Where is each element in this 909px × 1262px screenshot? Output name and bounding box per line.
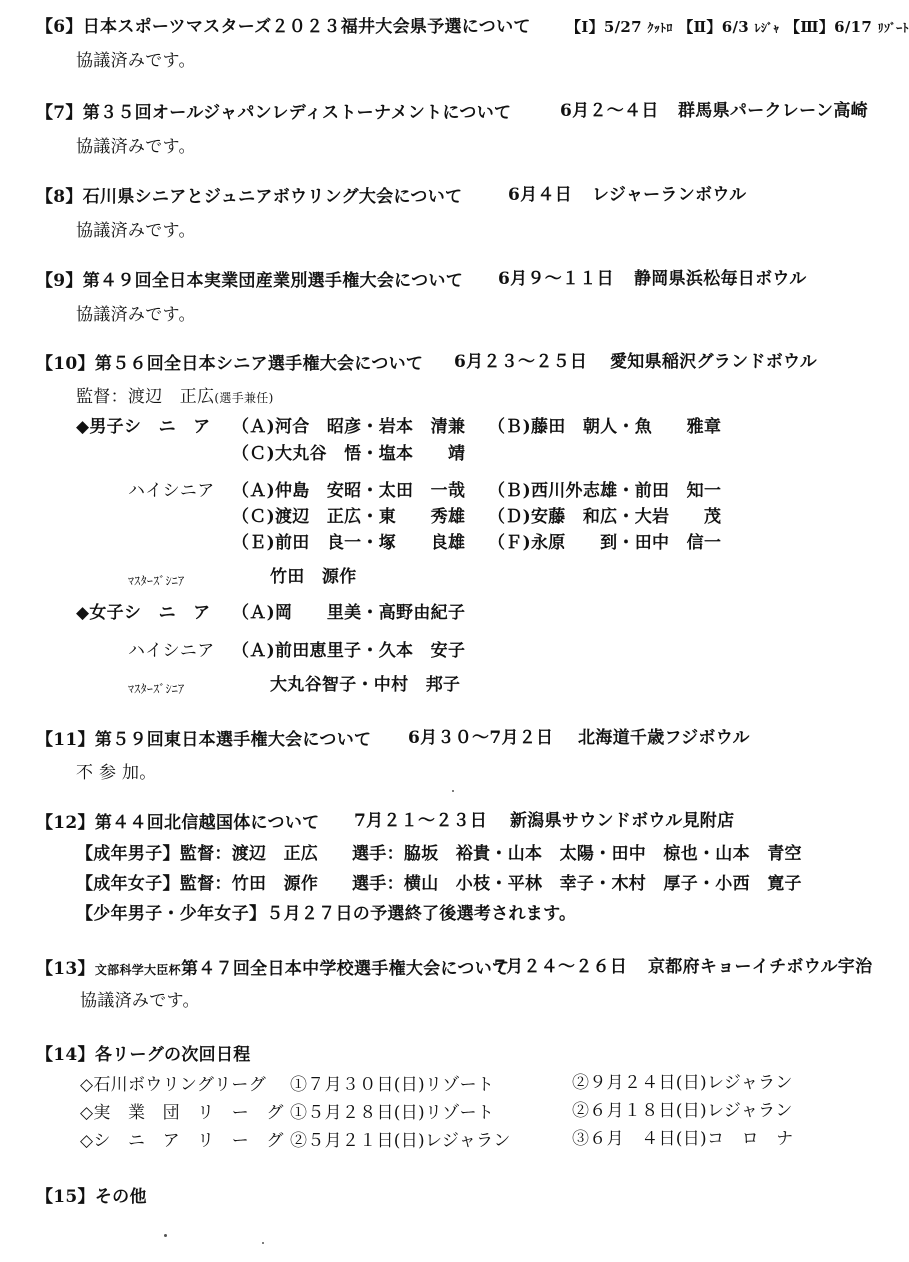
item-9-note: 協議済みです。 bbox=[76, 305, 196, 325]
high-senior-team-d: （Ｄ)安藤 和広・大岩 茂 bbox=[488, 507, 722, 527]
league-next-date-1: ②５月２１日(日)レジャラン bbox=[290, 1131, 511, 1151]
item-number: 【10】 bbox=[36, 354, 95, 374]
item-number: 【13】 bbox=[36, 959, 95, 979]
item-title: 第４７回全日本中学校選手権大会について bbox=[180, 959, 510, 979]
item-7-date: 6月２～４日 bbox=[560, 101, 659, 121]
item-title: 第５６回全日本シニア選手権大会について bbox=[94, 354, 424, 374]
item-number: 【12】 bbox=[36, 813, 95, 833]
league-next-date-2: ③６月 ４日(日)コ ロ ナ bbox=[572, 1129, 794, 1149]
schedule-venue-2: ﾚｼﾞｬ bbox=[754, 21, 780, 35]
scan-speck bbox=[262, 1242, 264, 1244]
item-number: 【9】 bbox=[36, 271, 83, 291]
item-number: 【15】 bbox=[36, 1187, 95, 1207]
item-11-place: 北海道千歳フジボウル bbox=[578, 728, 750, 748]
item-title: 第４９回全日本実業団産業別選手権大会について bbox=[82, 271, 463, 291]
men-senior-team-b: （Ｂ)藤田 朝人・魚 雅章 bbox=[488, 417, 722, 437]
schedule-round-1: 【Ⅰ】5/27 bbox=[566, 18, 642, 36]
men-senior-team-c: （Ｃ)大丸谷 悟・塩本 靖 bbox=[232, 444, 466, 464]
item-8-place: レジャーランボウル bbox=[592, 185, 747, 205]
women-high-senior-label: ハイシニア bbox=[128, 641, 215, 661]
league-next-date-2: ②６月１８日(日)レジャラン bbox=[572, 1101, 793, 1121]
masters-senior-name: 竹田 源作 bbox=[270, 567, 357, 587]
item-title: 日本スポーツマスターズ２０２３福井大会県予選について bbox=[82, 17, 531, 37]
item-title: 第４４回北信越国体について bbox=[94, 813, 320, 833]
men-senior-label: ◆男子シ ニ ア bbox=[76, 417, 211, 437]
league-next-date-1: ①７月３０日(日)リゾート bbox=[290, 1075, 495, 1095]
item-number: 【14】 bbox=[36, 1045, 95, 1065]
item-number: 【8】 bbox=[36, 187, 83, 207]
item-12-heading bbox=[36, 812, 319, 834]
schedule-venue-1: ｸｯﾄﾛ bbox=[647, 21, 673, 35]
item-title: その他 bbox=[94, 1187, 147, 1207]
item-10-place: 愛知県稲沢グランドボウル bbox=[610, 352, 818, 372]
women-masters-names: 大丸谷智子・中村 邦子 bbox=[270, 675, 461, 695]
league-name: ◇シ ニ ア リ ー グ bbox=[80, 1131, 284, 1151]
item-15-heading bbox=[36, 1186, 147, 1208]
high-senior-team-b: （Ｂ)西川外志雄・前田 知一 bbox=[488, 481, 722, 501]
item-prefix: 文部科学大臣杯 bbox=[94, 963, 181, 977]
item-number: 【6】 bbox=[36, 17, 83, 37]
adult-women-manager: 【成年女子】監督：竹田 源作 bbox=[76, 874, 319, 894]
adult-women-players: 選手：横山 小枝・平林 幸子・木村 厚子・小西 寛子 bbox=[352, 874, 802, 894]
high-senior-label: ハイシニア bbox=[128, 481, 215, 501]
league-name: ◇実 業 団 リ ー グ bbox=[80, 1103, 284, 1123]
item-10-date: 6月２３～２５日 bbox=[454, 352, 588, 372]
league-name: ◇石川ボウリングリーグ bbox=[80, 1075, 267, 1095]
adult-men-manager: 【成年男子】監督：渡辺 正広 bbox=[76, 844, 319, 864]
men-senior-team-a: （Ａ)河合 昭彦・岩本 清兼 bbox=[232, 417, 466, 437]
item-8-note: 協議済みです。 bbox=[76, 221, 196, 241]
item-number: 【7】 bbox=[36, 103, 83, 123]
item-9-place: 静岡県浜松毎日ボウル bbox=[634, 269, 807, 289]
item-11-note: 不 参 加。 bbox=[76, 763, 157, 783]
women-senior-label: ◆女子シ ニ ア bbox=[76, 603, 211, 623]
high-senior-team-e: （Ｅ)前田 良一・塚 良雄 bbox=[232, 533, 466, 553]
item-7-place: 群馬県パークレーン高崎 bbox=[678, 101, 868, 121]
item-6-schedule bbox=[566, 16, 909, 39]
scan-speck bbox=[164, 1234, 167, 1237]
item-title: 第５９回東日本選手権大会について bbox=[94, 730, 372, 750]
item-11-date: 6月３０～7月２日 bbox=[408, 728, 554, 748]
item-13-note: 協議済みです。 bbox=[80, 991, 200, 1011]
schedule-venue-3: ﾘｿﾞｰﾄ bbox=[877, 21, 909, 35]
schedule-round-3: 【Ⅲ】6/17 bbox=[784, 18, 873, 36]
item-8-date: 6月４日 bbox=[508, 185, 573, 205]
item-7-note: 協議済みです。 bbox=[76, 137, 196, 157]
item-title: 第３５回オールジャパンレディストーナメントについて bbox=[82, 103, 512, 123]
high-senior-team-c: （Ｃ)渡辺 正広・東 秀雄 bbox=[232, 507, 466, 527]
item-12-date: 7月２１～２３日 bbox=[354, 811, 488, 831]
item-13-heading bbox=[36, 958, 509, 981]
item-13-date: 7月２４～２６日 bbox=[494, 957, 628, 977]
adult-men-players: 選手：脇坂 裕貴・山本 太陽・田中 椋也・山本 青空 bbox=[352, 844, 802, 864]
league-next-date-1: ①５月２８日(日)リゾート bbox=[290, 1103, 495, 1123]
item-9-date: 6月９～１１日 bbox=[498, 269, 614, 289]
item-14-heading bbox=[36, 1044, 251, 1066]
item-6-heading bbox=[36, 16, 531, 38]
item-7-heading bbox=[36, 102, 511, 124]
women-senior-team-a: （Ａ)岡 里美・高野由紀子 bbox=[232, 603, 466, 623]
item-12-place: 新潟県サウンドボウル見附店 bbox=[510, 811, 735, 831]
item-6-note: 協議済みです。 bbox=[76, 51, 196, 71]
item-8-heading bbox=[36, 186, 462, 208]
item-13-place: 京都府キョーイチボウル宇治 bbox=[648, 957, 873, 977]
scan-speck bbox=[452, 790, 454, 792]
masters-senior-label: ﾏｽﾀｰｽﾞｼﾆｱ bbox=[128, 574, 185, 588]
youth-selection-note: 【少年男子・少年女子】５月２７日の予選終了後選考されます。 bbox=[76, 904, 577, 924]
women-masters-label: ﾏｽﾀｰｽﾞｼﾆｱ bbox=[128, 682, 185, 696]
women-high-senior-team-a: （Ａ)前田恵里子・久本 安子 bbox=[232, 641, 466, 661]
item-title: 石川県シニアとジュニアボウリング大会について bbox=[82, 187, 463, 207]
manager-name: 監督：渡辺 正広 bbox=[76, 387, 215, 407]
manager-note: (選手兼任) bbox=[214, 391, 274, 405]
item-10-manager bbox=[76, 386, 274, 409]
league-next-date-2: ②９月２４日(日)レジャラン bbox=[572, 1073, 793, 1093]
high-senior-team-a: （Ａ)仲島 安昭・太田 一哉 bbox=[232, 481, 466, 501]
item-number: 【11】 bbox=[36, 730, 95, 750]
schedule-round-2: 【Ⅱ】6/3 bbox=[678, 18, 749, 36]
item-10-heading bbox=[36, 353, 423, 375]
item-9-heading bbox=[36, 270, 463, 292]
item-title: 各リーグの次回日程 bbox=[94, 1045, 251, 1065]
high-senior-team-f: （Ｆ)永原 到・田中 信一 bbox=[488, 533, 722, 553]
item-11-heading bbox=[36, 729, 371, 751]
